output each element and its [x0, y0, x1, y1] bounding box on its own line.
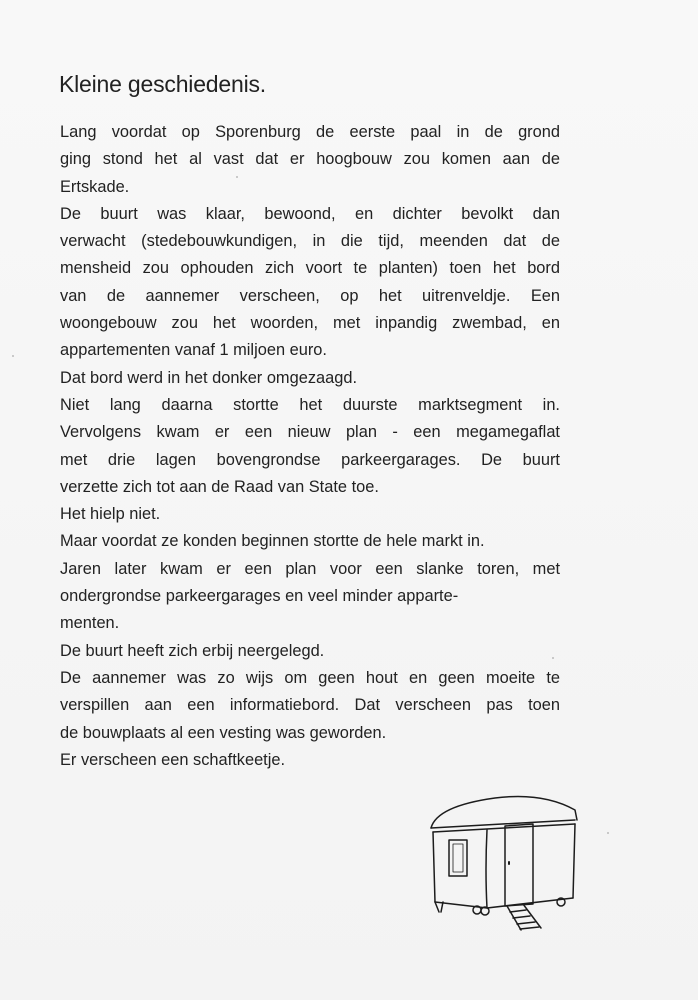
text-line: Jaren later kwam er een plan voor een slanke toren, met — [60, 559, 560, 578]
text-line: Dat bord werd in het donker omgezaagd. — [60, 368, 358, 387]
text-line: ging stond het al vast dat er hoogbouw zou komen aan de — [60, 150, 560, 169]
text-line: Het hielp niet. — [60, 505, 161, 524]
text-line: verspillen aan een informatiebord. Dat verscheen pas toen — [60, 696, 560, 715]
text-line: De aannemer was zo wijs om geen hout en geen moeite te — [60, 668, 560, 687]
text-line: appartementen vanaf 1 miljoen euro. — [60, 341, 327, 360]
text-line: De buurt heeft zich erbij neergelegd. — [60, 641, 325, 660]
text-line: Lang voordat op Sporenburg de eerste paal in de grond — [60, 123, 560, 141]
text-line: De buurt was klaar, bewoond, en dichter bevolkt dan — [60, 204, 560, 223]
text-line: de bouwplaats al een vesting was geworden. — [60, 723, 387, 742]
paper-speck — [12, 355, 14, 357]
story-text — [60, 119, 560, 774]
page-title: Kleine geschiedenis. — [59, 71, 266, 97]
text-line: woongebouw zou het woorden, met inpandig zwembad, en — [60, 314, 560, 333]
text-line: met drie lagen bovengrondse parkeergarages. De buurt — [60, 450, 560, 469]
paper-speck — [552, 657, 554, 659]
text-line: Ertskade. — [60, 177, 130, 196]
text-line: Maar voordat ze konden beginnen stortte de hele markt in. — [60, 532, 485, 551]
text-line: verzette zich tot aan de Raad van State toe. — [60, 477, 379, 496]
text-line: Er verscheen een schaftkeetje. — [60, 750, 286, 769]
text-line: van de aannemer verscheen, op het uitrenveldje. Een — [60, 286, 560, 305]
text-line: Niet lang daarna stortte het duurste marktsegment in. — [60, 395, 560, 414]
text-line: menten. — [60, 614, 120, 633]
text-line: Vervolgens kwam er een nieuw plan - een megamegaflat — [60, 423, 560, 442]
paper-speck — [607, 832, 609, 834]
text-line: mensheid zou ophouden zich voort te planten) toen het bord — [60, 259, 560, 278]
construction-trailer-icon — [425, 790, 585, 940]
text-line: ondergrondse parkeergarages en veel minder apparte- — [60, 587, 459, 606]
paper-speck — [236, 176, 238, 178]
text-line: verwacht (stedebouwkundigen, in die tijd, meenden dat de — [60, 232, 560, 251]
